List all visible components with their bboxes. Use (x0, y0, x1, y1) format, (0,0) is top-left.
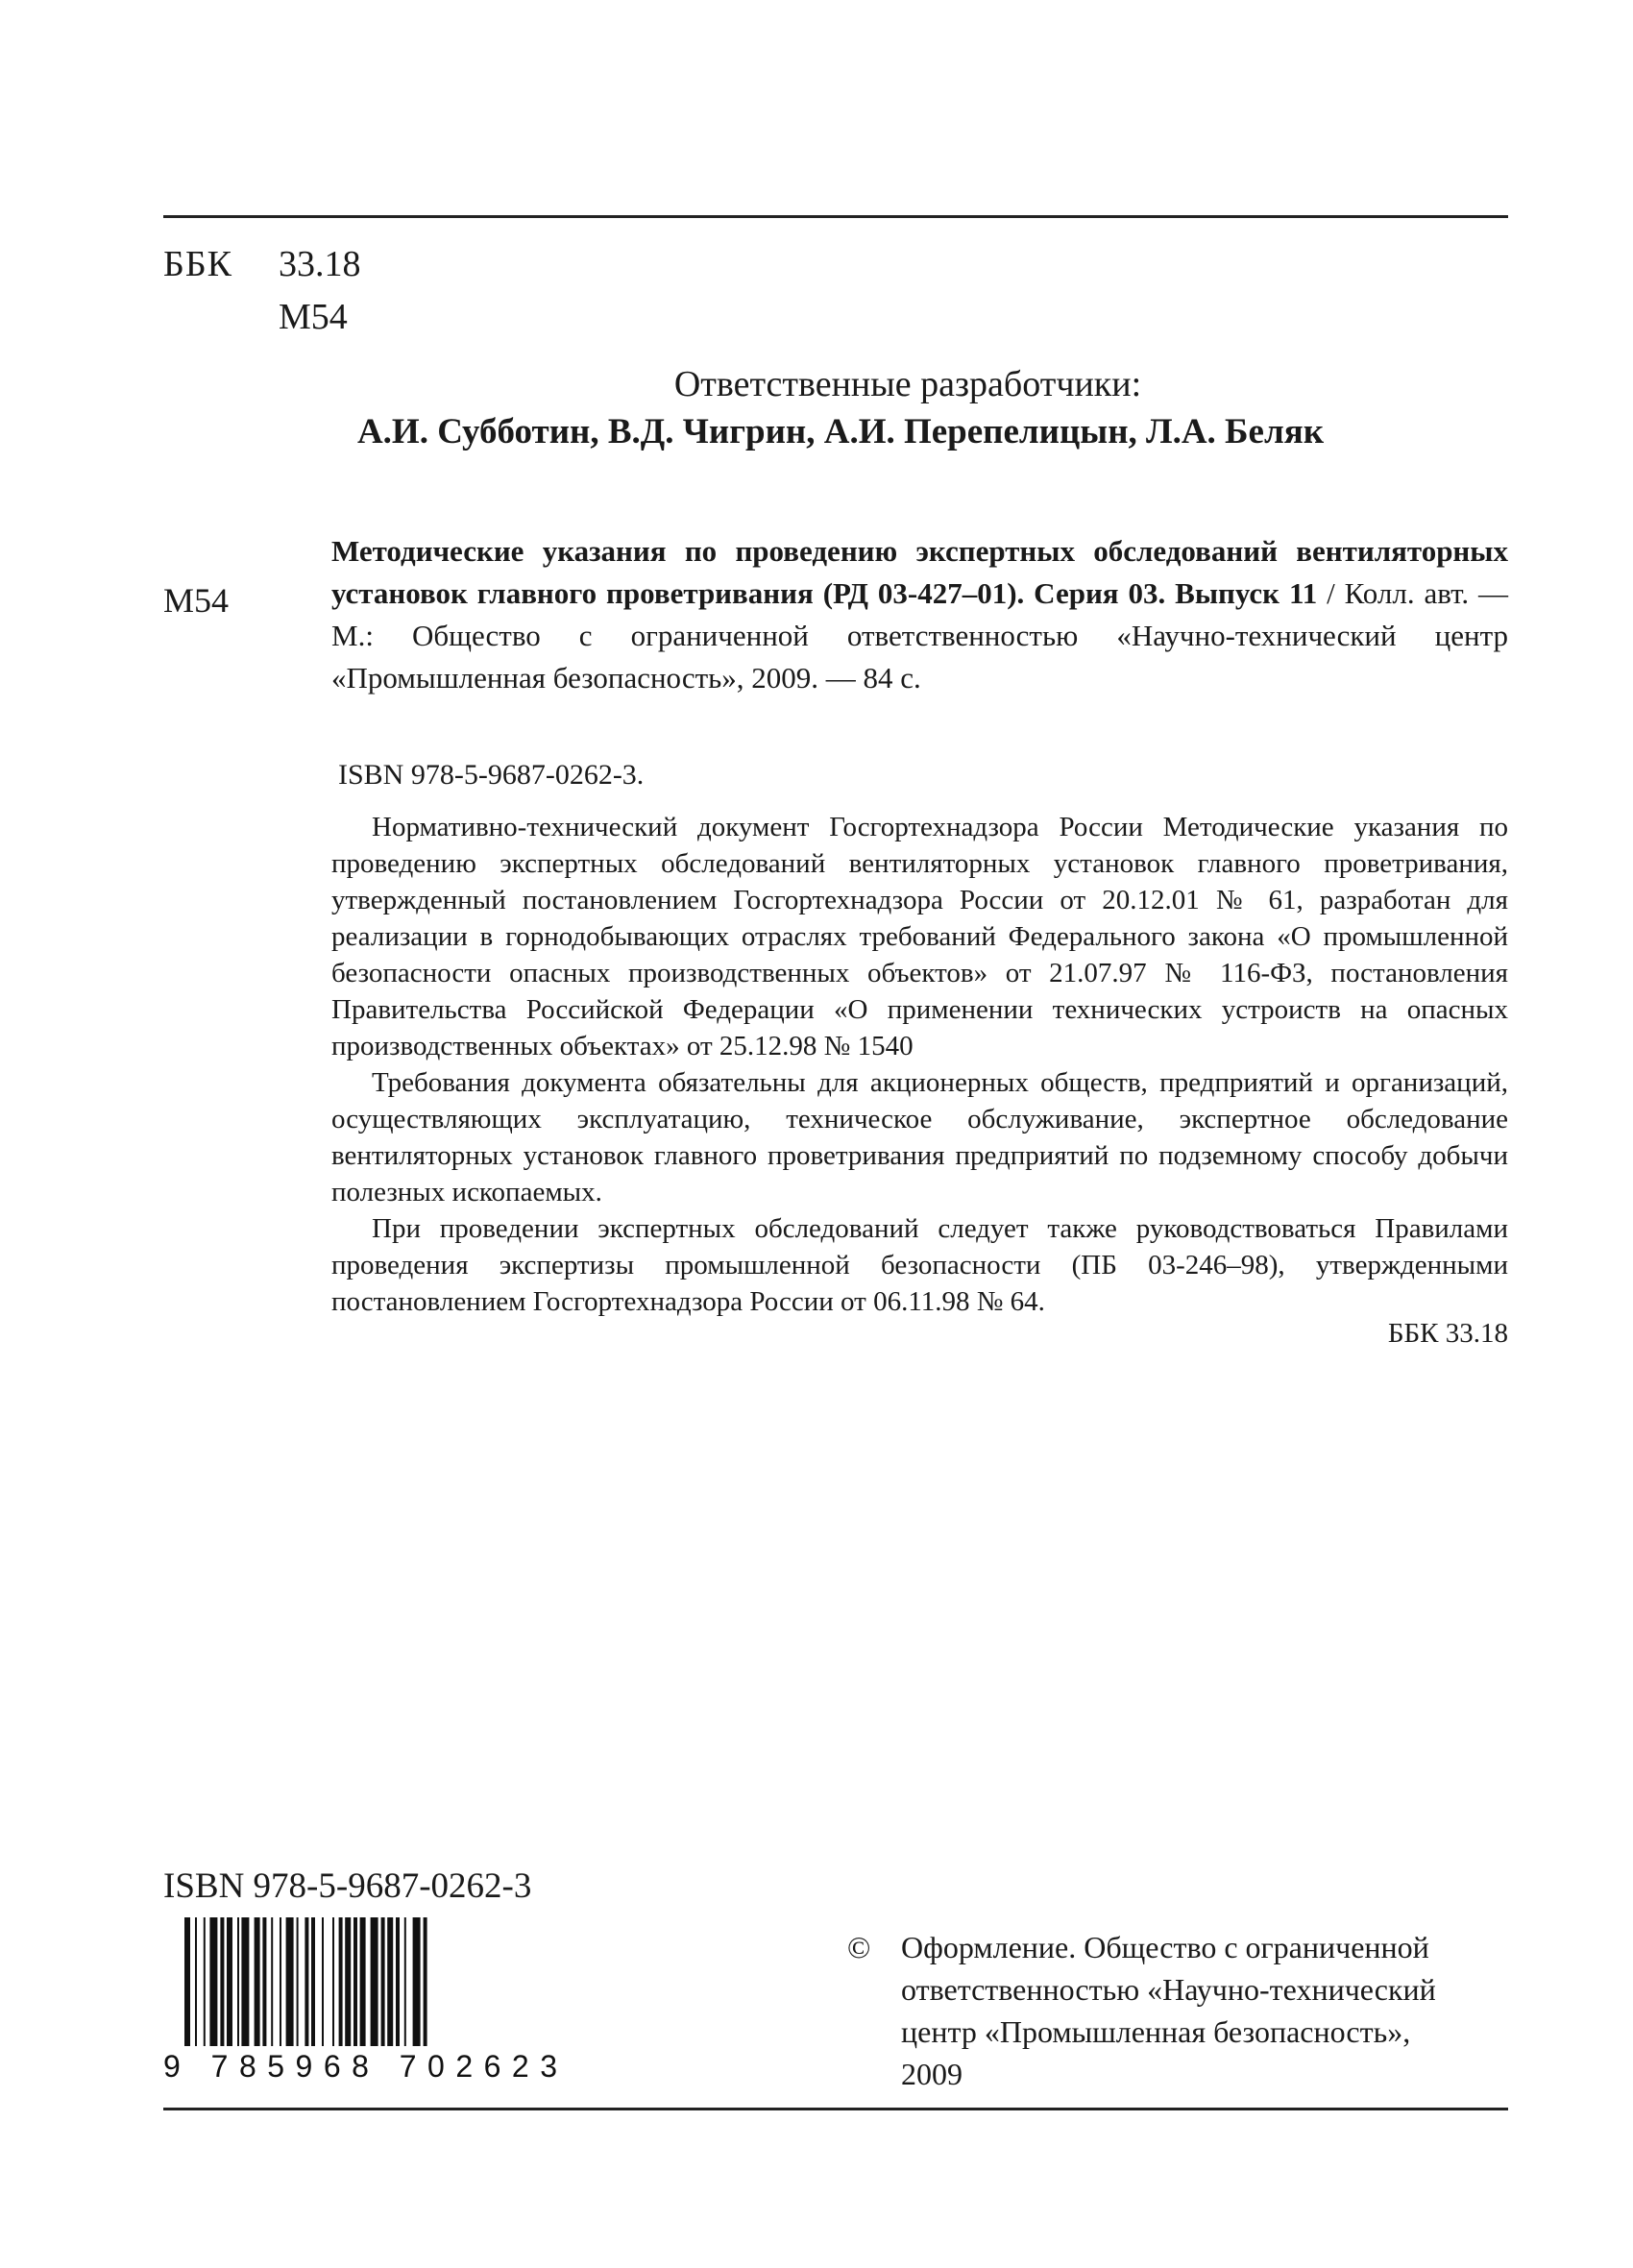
barcode-bar (271, 1917, 273, 2046)
developers-names: А.И. Субботин, В.Д. Чигрин, А.И. Перепелицын, Л.А. Беляк (356, 412, 1325, 451)
barcode-bar (396, 1917, 400, 2046)
annotation (331, 809, 1508, 1320)
barcode (163, 1917, 560, 2081)
publication-details: / Колл. авт. — М.: Общество с ограниченной ответственностью «Научно-технический центр «Промышленная безопасность», 2009. — 84 с. (331, 576, 1508, 695)
barcode-bar (195, 1917, 197, 2046)
bottom-rule (163, 2108, 1508, 2110)
developers-heading: Ответственные разработчики: (673, 364, 1142, 404)
barcode-bar (237, 1917, 239, 2046)
isbn-line: ISBN 978-5-9687-0262-3. (338, 759, 645, 791)
barcode-bar (286, 1917, 294, 2046)
barcode-bar (381, 1917, 385, 2046)
barcode-digits: 9 785968 702623 (163, 2049, 557, 2081)
barcode-isbn-text: ISBN 978-5-9687-0262-3 (163, 1866, 532, 1906)
barcode-bar (255, 1917, 260, 2046)
copyright-icon: © (847, 1930, 871, 1964)
barcode-bar (305, 1917, 308, 2046)
annotation-paragraph: При проведении экспертных обследований следует также руководствоваться Правилами проведения экспертизы промышленной безопасности (ПБ 03-246–98), утвержденными постановлением Госгортехнадзора России от 06.11.98 № 64. (331, 1213, 1508, 1317)
annotation-paragraph: Нормативно-технический документ Госгортехнадзора России Методические указания по проведению экспертных обследований вентиляторных установок главного проветривания, утвержденный постановлением Госгортехнадзора России от 20.12.01 № 61, разработан для реализации в горнодобывающих отраслях требований Федерального закона «О промышленной безопасности опасных производственных объектов» от 21.07.97 № 116-ФЗ, постановления Правительства Российской Федерации «О применении технических устроиств на опасных производственных объектах» от 25.12.98 № 1540 (331, 812, 1508, 1061)
barcode-bar (371, 1917, 378, 2046)
barcode-bar (220, 1917, 224, 2046)
barcode-bar (209, 1917, 217, 2046)
copyright-line: ответственностью «Научно-технический (901, 1972, 1436, 2007)
barcode-bar (311, 1917, 315, 2046)
barcode-bar (339, 1917, 343, 2046)
copyright-line: 2009 (901, 2057, 963, 2091)
barcode-bar (404, 1917, 406, 2046)
barcode-bar (332, 1917, 334, 2046)
barcode-bar (204, 1917, 206, 2046)
bbk-label: ББК (163, 244, 232, 284)
barcode-bar (280, 1917, 281, 2046)
copyright-line: Оформление. Общество с ограниченной (901, 1930, 1429, 1964)
barcode-bar (345, 1917, 351, 2046)
side-author-mark: М54 (163, 581, 230, 620)
barcode-bar (227, 1917, 232, 2046)
barcode-bar (424, 1917, 427, 2046)
barcode-bar (184, 1917, 190, 2046)
barcode-bar (413, 1917, 421, 2046)
copyright-notice (847, 1926, 1510, 2095)
copyright-line: центр «Промышленная безопасность», (901, 2014, 1411, 2049)
author-mark: М54 (279, 297, 348, 337)
top-rule (163, 215, 1508, 218)
bbk-code: 33.18 (279, 244, 361, 284)
barcode-bar (360, 1917, 366, 2046)
barcode-bar (241, 1917, 249, 2046)
barcode-bar (322, 1917, 324, 2046)
bbk-footer: ББК 33.18 (1387, 1318, 1508, 1349)
book-title: Методические указания по проведению экспертных обследований вентиляторных установок главного проветривания (РД 03-427–01). Серия 03. Выпуск 11 (331, 534, 1508, 610)
barcode-bar (387, 1917, 393, 2046)
barcode-bar (262, 1917, 266, 2046)
barcode-bar (297, 1917, 299, 2046)
barcode-bar (353, 1917, 357, 2046)
bibliographic-record (331, 530, 1508, 699)
annotation-paragraph: Требования документа обязательны для акционерных обществ, предприятий и организаций, осуществляющих эксплуатацию, техническое обслуживание, экспертное обследование вентиляторных установок главного проветривания предприятий по подземному способу добычи полезных ископаемых. (331, 1067, 1508, 1207)
